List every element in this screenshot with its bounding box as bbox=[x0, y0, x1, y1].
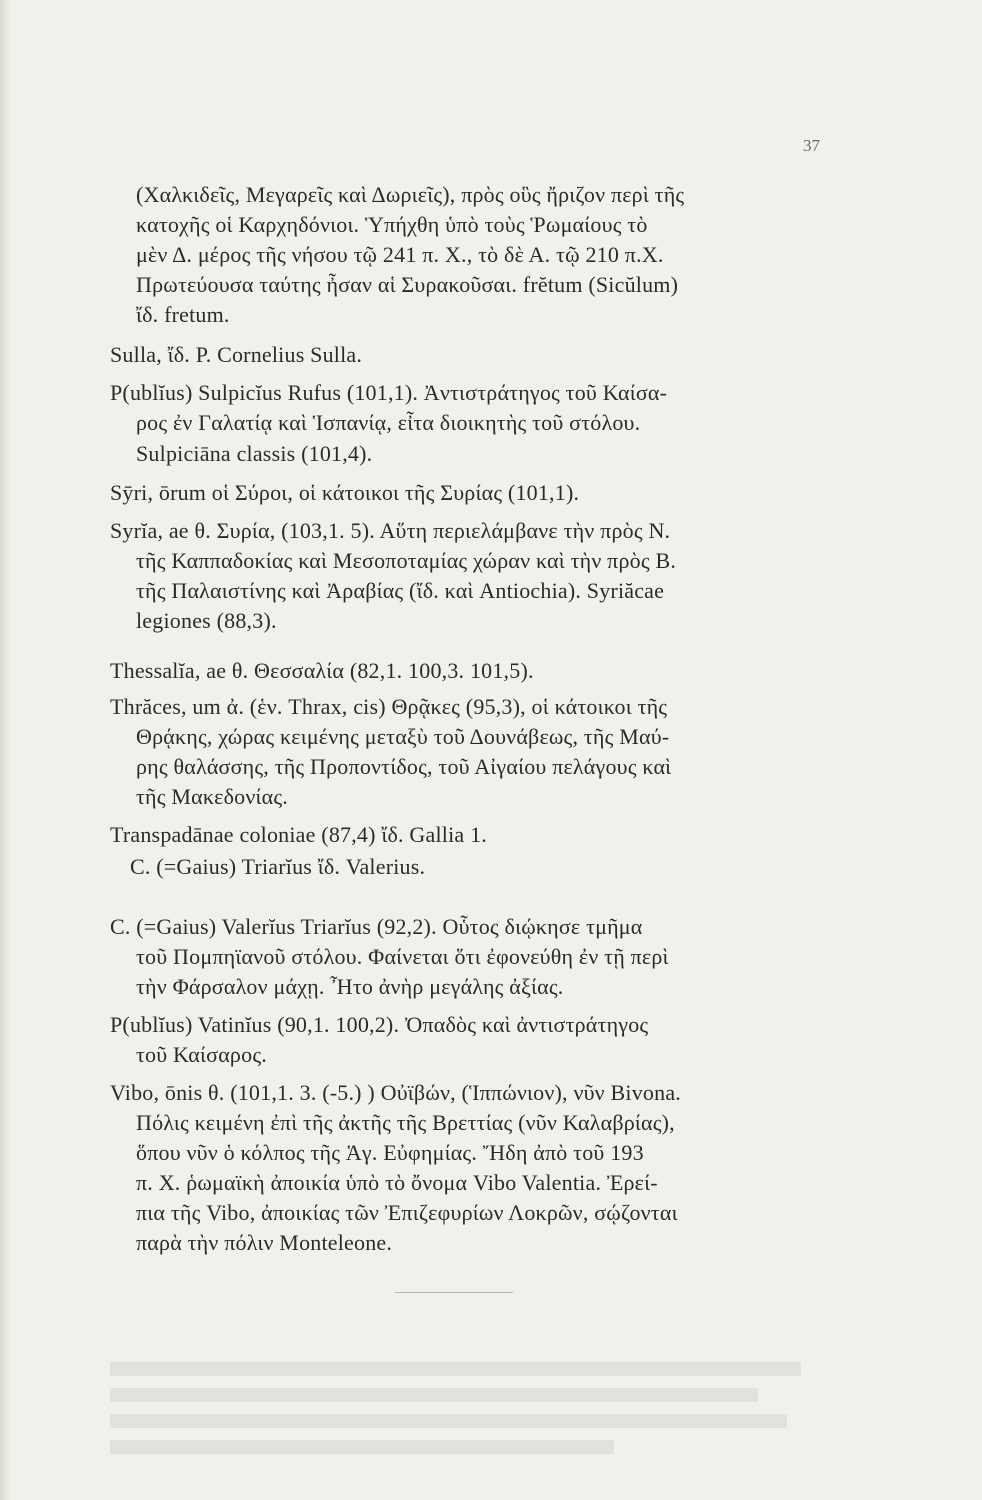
entry-heading: Transpadānae coloniae (87,4) ἴδ. Gallia 1. bbox=[110, 822, 487, 847]
text-line: κατοχῆς οἱ Καρχηδόνιοι. Ὑπήχθη ὑπὸ τοὺς Ῥωμαίους τὸ bbox=[136, 212, 648, 237]
entry-heading: C. (=Gaius) Triarĭus ἴδ. Valerius. bbox=[130, 854, 426, 879]
entry-heading: C. (=Gaius) Valerĭus Triarĭus (92,2). Οὗτος διῴκησε τμῆμα bbox=[110, 914, 643, 939]
text-line: τοῦ Καίσαρος. bbox=[136, 1042, 267, 1067]
footnote-rule bbox=[395, 1292, 513, 1293]
entry-heading: Sulla, ἴδ. P. Cornelius Sulla. bbox=[110, 342, 363, 367]
text-line: τῆς Μακεδονίας. bbox=[136, 784, 288, 809]
text-line: τῆς Παλαιστίνης καὶ Ἀραβίας (ἴδ. καὶ Antiochia). Syriăcae bbox=[136, 578, 665, 603]
show-through-text bbox=[110, 1362, 830, 1462]
entry-heading: Thessalĭa, ae θ. Θεσσαλία (82,1. 100,3. 101,5). bbox=[110, 658, 534, 683]
text-line: ρης θαλάσσης, τῆς Προποντίδος, τοῦ Αἰγαίου πελάγους καὶ bbox=[136, 754, 672, 779]
entry-heading: Thrăces, um ἀ. (ἑν. Thrax, cis) Θρᾷκες (95,3), οἱ κάτοικοι τῆς bbox=[110, 694, 668, 719]
text-line: τὴν Φάρσαλον μάχῃ. Ἦτο ἀνὴρ μεγάλης ἀξίας. bbox=[136, 974, 564, 999]
page-number: 37 bbox=[803, 136, 820, 155]
text-line: legiones (88,3). bbox=[136, 608, 277, 633]
text-line: Sulpiciāna classis (101,4). bbox=[136, 441, 373, 466]
entry-heading: Syrĭa, ae θ. Συρία, (103,1. 5). Αὕτη περιελάμβανε τὴν πρὸς Ν. bbox=[110, 518, 671, 543]
text-line: ἴδ. fretum. bbox=[136, 302, 230, 327]
text-line: πια τῆς Vibo, ἀποικίας τῶν Ἐπιζεφυρίων Λοκρῶν, σῴζονται bbox=[136, 1200, 678, 1225]
text-line: π. Χ. ῥωμαϊκὴ ἀποικία ὑπὸ τὸ ὄνομα Vibo Valentia. Ἐρεί- bbox=[136, 1170, 658, 1195]
entry-heading: Vibo, ōnis θ. (101,1. 3. (-5.) ) Οὐϊβών, (Ἱππώνιον), νῦν Bivona. bbox=[110, 1080, 681, 1105]
text-line: ρος ἐν Γαλατίᾳ καὶ Ἱσπανίᾳ, εἶτα διοικητὴς τοῦ στόλου. bbox=[136, 410, 641, 435]
text-line: Πόλις κειμένη ἐπὶ τῆς ἀκτῆς τῆς Βρεττίας (νῦν Καλαβρίας), bbox=[136, 1110, 675, 1135]
entry-heading: Sȳri, ōrum οἱ Σύροι, οἱ κάτοικοι τῆς Συρίας (101,1). bbox=[110, 480, 580, 505]
text-line: Πρωτεύουσα ταύτης ἦσαν αἱ Συρακοῦσαι. frĕtum (Sicŭlum) bbox=[136, 272, 679, 297]
text-line: τῆς Καππαδοκίας καὶ Μεσοποταμίας χώραν καὶ τὴν πρὸς Β. bbox=[136, 548, 677, 573]
text-line: Θρᾴκης, χώρας κειμένης μεταξὺ τοῦ Δουνάβεως, τῆς Μαύ- bbox=[136, 724, 670, 749]
text-line: παρὰ τὴν πόλιν Monteleone. bbox=[136, 1230, 393, 1255]
text-line: μὲν Δ. μέρος τῆς νήσου τῷ 241 π. Χ., τὸ δὲ Α. τῷ 210 π.Χ. bbox=[136, 242, 664, 267]
page-edge-shadow bbox=[0, 0, 10, 1500]
text-line: (Χαλκιδεῖς, Μεγαρεῖς καὶ Δωριεῖς), πρὸς οὓς ἤριζον περὶ τῆς bbox=[136, 182, 685, 207]
text-line: ὅπου νῦν ὁ κόλπος τῆς Ἁγ. Εὐφημίας. Ἤδη ἀπὸ τοῦ 193 bbox=[136, 1140, 644, 1165]
entry-heading: P(ublĭus) Sulpicĭus Rufus (101,1). Ἀντιστράτηγος τοῦ Καίσα- bbox=[110, 380, 668, 405]
text-line: τοῦ Πομπηϊανοῦ στόλου. Φαίνεται ὅτι ἐφονεύθη ἐν τῇ περὶ bbox=[136, 944, 669, 969]
entry-heading: P(ublĭus) Vatinĭus (90,1. 100,2). Ὀπαδὸς καὶ ἀντιστράτηγος bbox=[110, 1012, 649, 1037]
